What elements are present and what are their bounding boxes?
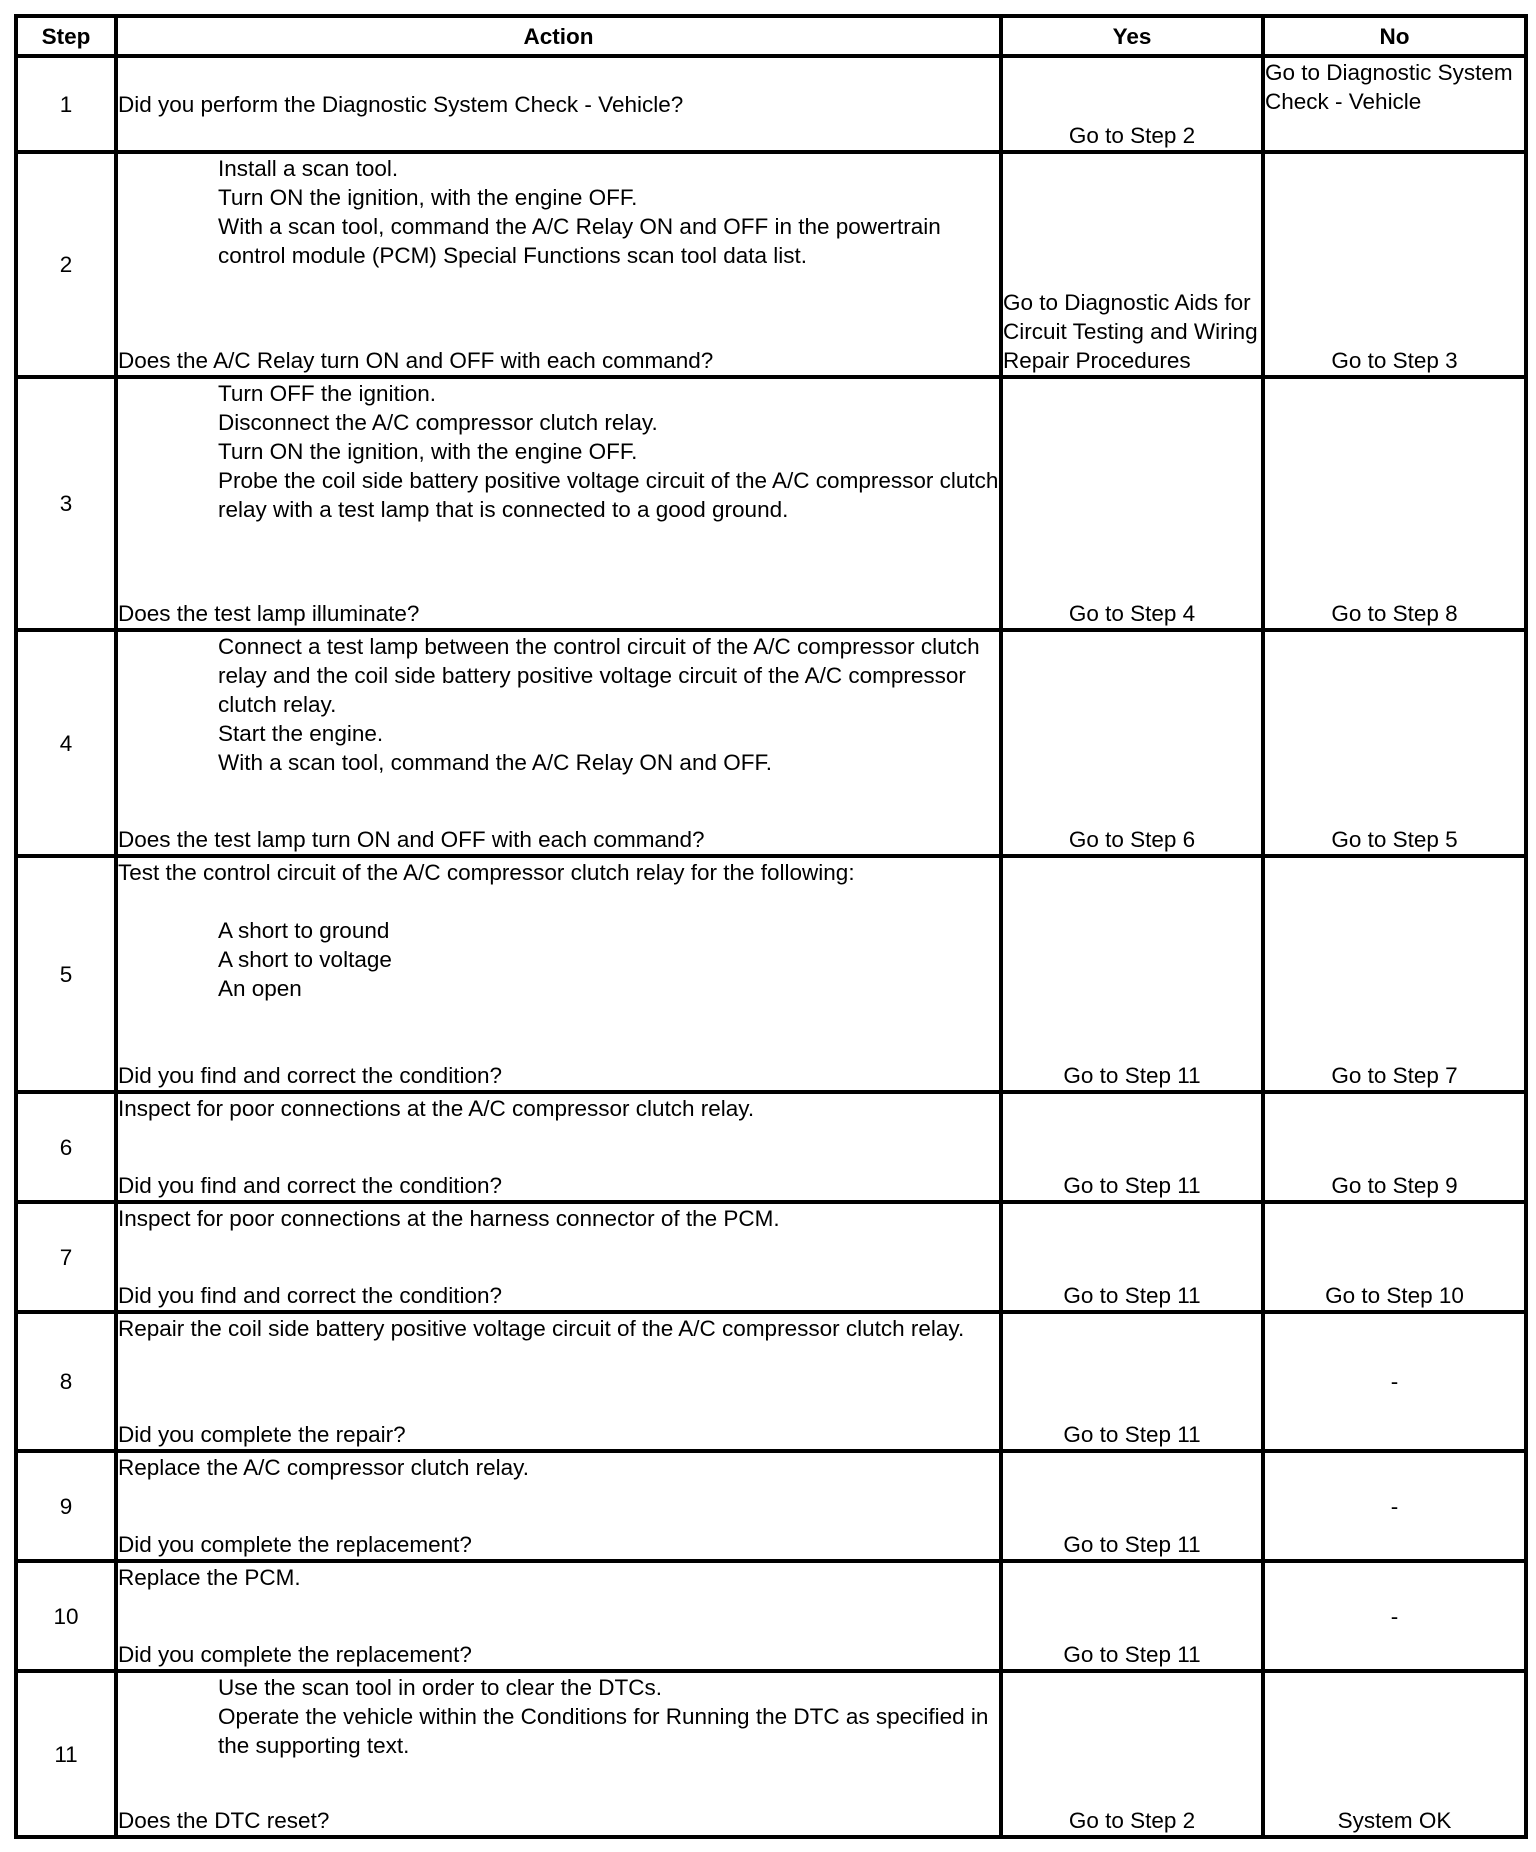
action-steps	[118, 154, 999, 270]
action-question: Did you complete the replacement?	[118, 1642, 472, 1667]
action-intro: Replace the PCM.	[118, 1565, 301, 1590]
step-number: 11	[16, 1671, 116, 1837]
header-no: No	[1263, 16, 1526, 56]
action-steps	[118, 1673, 999, 1760]
table-row	[16, 630, 1526, 856]
step-number: 6	[16, 1092, 116, 1202]
action-cell	[116, 56, 1001, 152]
no-cell: Go to Step 5	[1263, 630, 1526, 856]
action-item: Install a scan tool.	[218, 156, 399, 181]
action-question: Did you find and correct the condition?	[118, 1283, 502, 1308]
action-cell	[116, 1312, 1001, 1451]
header-action: Action	[116, 16, 1001, 56]
yes-cell: Go to Step 2	[1001, 1671, 1263, 1837]
action-cell	[116, 856, 1001, 1092]
step-number: 5	[16, 856, 116, 1092]
no-cell: System OK	[1263, 1671, 1526, 1837]
action-item: Operate the vehicle within the Conditions for Running the DTC as specified in the supporting text.	[218, 1704, 989, 1758]
yes-cell: Go to Step 6	[1001, 630, 1263, 856]
action-cell	[116, 630, 1001, 856]
action-cell	[116, 377, 1001, 630]
step-number: 10	[16, 1561, 116, 1671]
action-item: Probe the coil side battery positive voltage circuit of the A/C compressor clutch relay with a test lamp that is connected to a good ground.	[218, 468, 999, 522]
no-cell: Go to Step 8	[1263, 377, 1526, 630]
action-intro: Inspect for poor connections at the harness connector of the PCM.	[118, 1206, 780, 1231]
action-question: Did you find and correct the condition?	[118, 1063, 502, 1088]
action-question: Does the A/C Relay turn ON and OFF with each command?	[118, 348, 714, 373]
table-row	[16, 1312, 1526, 1451]
action-item: Turn OFF the ignition.	[218, 381, 437, 406]
action-intro: Inspect for poor connections at the A/C compressor clutch relay.	[118, 1096, 755, 1121]
header-step: Step	[16, 16, 116, 56]
table-row	[16, 1561, 1526, 1671]
action-steps	[118, 858, 999, 1003]
no-cell: Go to Step 7	[1263, 856, 1526, 1092]
yes-cell: Go to Step 11	[1001, 1092, 1263, 1202]
action-item: An open	[218, 976, 302, 1001]
action-question: Did you complete the replacement?	[118, 1532, 472, 1557]
yes-cell: Go to Step 11	[1001, 1202, 1263, 1312]
no-cell: -	[1263, 1451, 1526, 1561]
yes-cell: Go to Step 11	[1001, 1312, 1263, 1451]
step-number: 9	[16, 1451, 116, 1561]
action-intro: Test the control circuit of the A/C compressor clutch relay for the following:	[118, 860, 855, 885]
action-steps	[118, 379, 999, 524]
header-yes: Yes	[1001, 16, 1263, 56]
action-item: Connect a test lamp between the control circuit of the A/C compressor clutch relay and the coil side battery positive voltage circuit of the A/C compressor clutch relay.	[218, 634, 980, 717]
action-item: Use the scan tool in order to clear the DTCs.	[218, 1675, 662, 1700]
step-number: 7	[16, 1202, 116, 1312]
action-item: Turn ON the ignition, with the engine OFF.	[218, 439, 638, 464]
table-row	[16, 1202, 1526, 1312]
step-number: 8	[16, 1312, 116, 1451]
action-item: A short to voltage	[218, 947, 392, 972]
diagnostic-table	[14, 14, 1528, 1839]
step-number: 1	[16, 56, 116, 152]
spacer	[118, 887, 999, 916]
action-cell	[116, 1202, 1001, 1312]
yes-cell: Go to Step 11	[1001, 856, 1263, 1092]
header-row	[16, 16, 1526, 56]
action-question: Did you find and correct the condition?	[118, 1173, 502, 1198]
action-steps	[118, 632, 999, 777]
table-row	[16, 1451, 1526, 1561]
action-question: Does the test lamp turn ON and OFF with each command?	[118, 827, 705, 852]
yes-cell: Go to Step 4	[1001, 377, 1263, 630]
action-question: Does the DTC reset?	[118, 1808, 330, 1833]
no-cell: -	[1263, 1312, 1526, 1451]
no-cell: Go to Diagnostic System Check - Vehicle	[1263, 56, 1526, 152]
table-row	[16, 1671, 1526, 1837]
table-row	[16, 56, 1526, 152]
no-cell: Go to Step 9	[1263, 1092, 1526, 1202]
action-question: Did you complete the repair?	[118, 1422, 406, 1447]
action-cell	[116, 152, 1001, 377]
action-intro: Replace the A/C compressor clutch relay.	[118, 1455, 530, 1480]
table-row	[16, 152, 1526, 377]
no-cell: -	[1263, 1561, 1526, 1671]
yes-cell: Go to Step 11	[1001, 1561, 1263, 1671]
action-cell	[116, 1671, 1001, 1837]
no-cell: Go to Step 10	[1263, 1202, 1526, 1312]
action-item: With a scan tool, command the A/C Relay ON and OFF.	[218, 750, 772, 775]
table-row	[16, 1092, 1526, 1202]
action-item: Disconnect the A/C compressor clutch relay.	[218, 410, 658, 435]
action-question: Does the test lamp illuminate?	[118, 601, 420, 626]
action-text: Did you perform the Diagnostic System Check - Vehicle?	[118, 91, 684, 117]
action-cell	[116, 1092, 1001, 1202]
action-item: Turn ON the ignition, with the engine OFF.	[218, 185, 638, 210]
yes-cell: Go to Step 11	[1001, 1451, 1263, 1561]
yes-cell: Go to Diagnostic Aids for Circuit Testing and Wiring Repair Procedures	[1001, 152, 1263, 377]
action-item: Start the engine.	[218, 721, 384, 746]
action-cell	[116, 1451, 1001, 1561]
step-number: 4	[16, 630, 116, 856]
action-cell	[116, 1561, 1001, 1671]
action-item: With a scan tool, command the A/C Relay ON and OFF in the powertrain control module (PCM) Special Functions scan tool data list.	[218, 214, 941, 268]
table-row	[16, 856, 1526, 1092]
step-number: 2	[16, 152, 116, 377]
action-intro: Repair the coil side battery positive voltage circuit of the A/C compressor clutch relay.	[118, 1316, 965, 1341]
yes-cell: Go to Step 2	[1001, 56, 1263, 152]
table-row	[16, 377, 1526, 630]
no-cell: Go to Step 3	[1263, 152, 1526, 377]
action-item: A short to ground	[218, 918, 390, 943]
step-number: 3	[16, 377, 116, 630]
